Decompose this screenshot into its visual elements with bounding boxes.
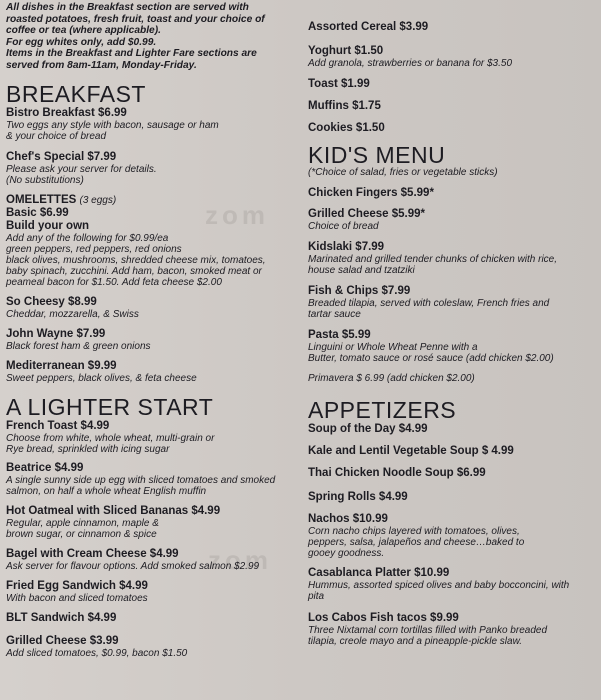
menu-item: BLT Sandwich $4.99 bbox=[6, 612, 117, 624]
watermark: zom bbox=[205, 200, 269, 230]
menu-item: Spring Rolls $4.99 bbox=[308, 491, 408, 503]
lighter-start-heading: A LIGHTER START bbox=[6, 394, 214, 420]
menu-item: Cookies $1.50 bbox=[308, 122, 385, 134]
breakfast-heading: BREAKFAST bbox=[6, 81, 146, 107]
right-column bbox=[308, 0, 598, 647]
appetizers-heading: APPETIZERS bbox=[308, 397, 457, 423]
menu-item: Soup of the Day $4.99 bbox=[308, 423, 428, 435]
menu-item: Nachos $10.99 Corn nacho chips layered with tomatoes, olives, peppers, salsa, jalapeños and cheese…baked to gooey goodness. bbox=[308, 513, 525, 559]
menu-item: Primavera $ 6.99 (add chicken $2.00) bbox=[308, 373, 475, 384]
menu-item: Bistro Breakfast $6.99 Two eggs any style with bacon, sausage or ham & your choice of bread bbox=[6, 107, 219, 142]
kids-menu-heading: KID'S MENU bbox=[308, 142, 446, 168]
menu-item: Chicken Fingers $5.99* bbox=[308, 187, 434, 199]
menu-item: Toast $1.99 bbox=[308, 78, 370, 90]
menu-item: Hot Oatmeal with Sliced Bananas $4.99 Regular, apple cinnamon, maple & brown sugar, or cinnamon & spice bbox=[6, 505, 221, 540]
menu-item: Fried Egg Sandwich $4.99 With bacon and sliced tomatoes bbox=[6, 580, 148, 604]
menu-item: Thai Chicken Noodle Soup $6.99 bbox=[308, 467, 486, 479]
left-column bbox=[6, 0, 296, 659]
menu-item: Assorted Cereal $3.99 bbox=[308, 21, 429, 33]
menu-item: Bagel with Cream Cheese $4.99 Ask server for flavour options. Add smoked salmon $2.99 bbox=[6, 548, 260, 572]
menu-item: So Cheesy $8.99 Cheddar, mozzarella, & Swiss bbox=[6, 296, 139, 320]
menu-item: Muffins $1.75 bbox=[308, 100, 381, 112]
menu-item: Kidslaki $7.99 Marinated and grilled tender chunks of chicken with rice, house salad and tzatziki bbox=[308, 241, 558, 276]
menu-item: Fish & Chips $7.99 Breaded tilapia, served with coleslaw, French fries and tartar sauce bbox=[308, 285, 550, 320]
menu-item: Yoghurt $1.50 Add granola, strawberries or banana for $3.50 bbox=[308, 45, 513, 69]
menu-item: Casablanca Platter $10.99 Hummus, assorted spiced olives and baby bocconcini, with pita bbox=[308, 567, 570, 602]
menu-item: Chef's Special $7.99 Please ask your server for details. (No substitutions) bbox=[6, 151, 157, 186]
kids-menu-note: (*Choice of salad, fries or vegetable sticks) bbox=[308, 167, 498, 178]
watermark: zom bbox=[208, 545, 272, 575]
breakfast-intro: All dishes in the Breakfast section are served with roasted potatoes, fresh fruit, toast and your choice of coffee or tea (where applicable). For egg whites only, add $0.99. Items in the Breakfast and Lighter Fare sections are served from 8am-11am, Monday-Friday. bbox=[6, 2, 265, 71]
menu-item: Grilled Cheese $5.99* Choice of bread bbox=[308, 208, 425, 232]
menu-item-omelettes: OMELETTES (3 eggs) Basic $6.99 Build your own Add any of the following for $0.99/ea green peppers, red peppers, red onions black olives, mushrooms, shredded cheese mix, tomatoes, baby spinach, zucchini. Add ham, bacon, smoked meat or peameal bacon for $1.50. Add feta cheese $2.00 bbox=[6, 194, 266, 288]
menu-item: John Wayne $7.99 Black forest ham & green onions bbox=[6, 328, 151, 352]
menu-item: Kale and Lentil Vegetable Soup $ 4.99 bbox=[308, 445, 514, 457]
menu-item: Mediterranean $9.99 Sweet peppers, black olives, & feta cheese bbox=[6, 360, 197, 384]
menu-item: French Toast $4.99 Choose from white, whole wheat, multi-grain or Rye bread, sprinkled with icing sugar bbox=[6, 420, 215, 455]
menu-item: Pasta $5.99 Linguini or Whole Wheat Penne with a Butter, tomato sauce or rosé sauce (add chicken $2.00) bbox=[308, 329, 554, 364]
menu-item: Beatrice $4.99 A single sunny side up egg with sliced tomatoes and smoked salmon, on half a whole wheat English muffin bbox=[6, 462, 276, 497]
menu-item: Grilled Cheese $3.99 Add sliced tomatoes, $0.99, bacon $1.50 bbox=[6, 635, 188, 659]
menu-item: Los Cabos Fish tacos $9.99 Three Nixtamal corn tortillas filled with Panko breaded tilapia, creole mayo and a pineapple-pickle slaw. bbox=[308, 612, 547, 647]
